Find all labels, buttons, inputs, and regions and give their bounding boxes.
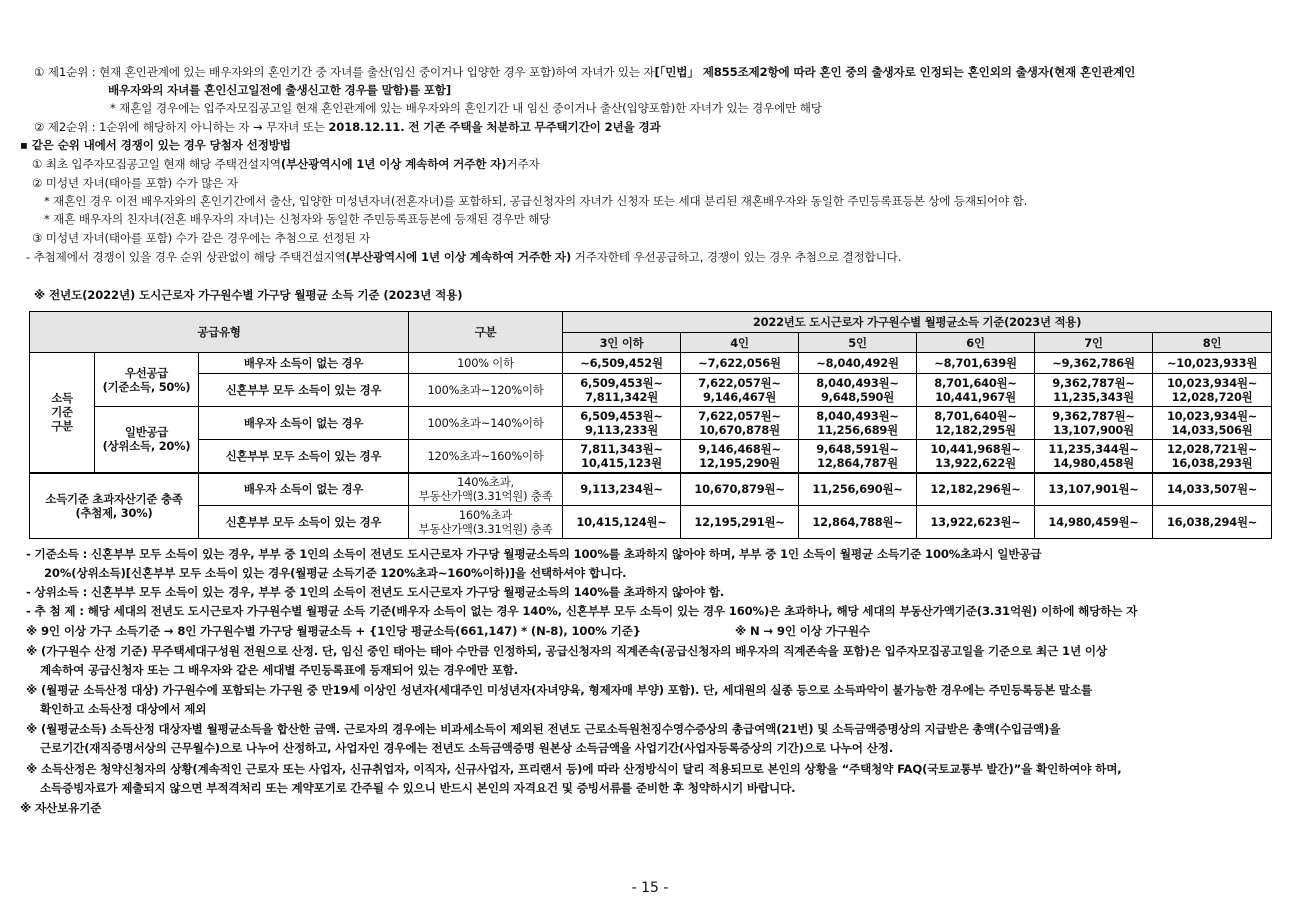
- value-cell: 14,033,507원~: [1153, 473, 1272, 506]
- category-cell: 100%초과~120%이하: [409, 374, 563, 407]
- selection-item-3: ③ 미성년 자녀(태아를 포함) 수가 같은 경우에는 추첨으로 선정된 자: [32, 231, 371, 245]
- header-col: 8인: [1153, 333, 1272, 353]
- value-cell: 12,028,721원~ 16,038,293원: [1153, 440, 1272, 473]
- value-cell: 8,701,640원~ 12,182,295원: [917, 407, 1035, 440]
- note-nine-plus: ※ 9인 이상 가구 소득기준 → 8인 가구원수별 가구당 월평균소득 + {1인당 평균소득(661,147) * (N-8), 100% 기준}: [26, 624, 641, 638]
- selection-item-2: ② 미성년 자녀(태아를 포함) 수가 많은 자: [32, 176, 238, 190]
- value-cell: 10,441,968원~ 13,922,622원: [917, 440, 1035, 473]
- value-cell: 12,195,291원~: [681, 506, 799, 539]
- value-cell: 6,509,453원~ 7,811,342원: [563, 374, 681, 407]
- note-lottery: - 추 첨 제 : 해당 세대의 전년도 도시근로자 가구원수별 월평균 소득 기준(배우자 소득이 없는 경우 140%, 신혼부부 모두 소득이 있는 경우 160%)은 초과하나, 해당 세대의 부동산가액기준(3.31억원) 이하에 해당하는 자: [26, 604, 1138, 618]
- header-col: 7인: [1035, 333, 1153, 353]
- general-supply-label: 일반공급 (상위소득, 20%): [95, 407, 199, 473]
- value-cell: 6,509,453원~ 9,113,233원: [563, 407, 681, 440]
- note-nine-plus-n: ※ N → 9인 이상 가구원수: [735, 624, 870, 638]
- value-cell: 7,622,057원~ 9,146,467원: [681, 374, 799, 407]
- value-cell: 11,235,344원~ 14,980,458원: [1035, 440, 1153, 473]
- value-cell: 11,256,690원~: [799, 473, 917, 506]
- note-household-count: ※ (가구원수 산정 기준) 무주택세대구성원 전원으로 산정. 단, 임신 중인 태아는 태아 수만큼 인정하되, 공급신청자의 직계존속(공급신청자의 배우자의 직계존속을 포함)은 입주자모집공고일을 기준으로 최근 1년 이상: [26, 644, 1107, 658]
- category-cell: 100%초과~140%이하: [409, 407, 563, 440]
- note-income-target: ※ (월평균 소득산정 대상) 가구원수에 포함되는 가구원 중 만19세 이상인 성년자(세대주인 미성년자(자녀양육, 형제자매 부양) 포함). 단, 세대원의 실종 등으로 소득파악이 불가능한 경우에는 주민등록등본 말소를: [26, 683, 1093, 697]
- note-household-count-cont: 계속하여 공급신청자 또는 그 배우자와 같은 세대별 주민등록표에 등재되어 있는 경우에만 포함.: [40, 663, 518, 677]
- lottery-note: - 추첨제에서 경쟁이 있을 경우 순위 상관없이 해당 주택건설지역(부산광역시에 1년 이상 계속하여 거주한 자) 거주자한테 우선공급하고, 경쟁이 있는 경우 추첨으로 결정합니다.: [26, 250, 902, 264]
- income-criteria-table: [29, 311, 1272, 539]
- header-category: 구분: [409, 312, 563, 353]
- value-cell: 12,864,788원~: [799, 506, 917, 539]
- value-cell: 10,023,934원~ 14,033,506원: [1153, 407, 1272, 440]
- category-cell: 160%초과 부동산가액(3.31억원) 충족: [409, 506, 563, 539]
- value-cell: 10,415,124원~: [563, 506, 681, 539]
- rank1-line-cont: 배우자와의 자녀를 혼인신고일전에 출생신고한 경우를 말함)를 포함]: [108, 83, 452, 97]
- value-cell: 13,107,901원~: [1035, 473, 1153, 506]
- value-cell: 9,362,787원~ 11,235,343원: [1035, 374, 1153, 407]
- dual-income-label: 신혼부부 모두 소득이 있는 경우: [199, 374, 409, 407]
- single-income-label: 배우자 소득이 없는 경우: [199, 473, 409, 506]
- note-monthly-income: ※ (월평균소득) 소득산정 대상자별 월평균소득을 합산한 금액. 근로자의 경우에는 비과세소득이 제외된 전년도 근로소득원천징수영수증상의 총급여액(21번) 및 소득금액증명상의 지급받은 총액(수입금액)을: [26, 722, 1061, 736]
- category-cell: 100% 이하: [409, 353, 563, 374]
- single-income-label: 배우자 소득이 없는 경우: [199, 353, 409, 374]
- value-cell: 8,701,640원~ 10,441,967원: [917, 374, 1035, 407]
- value-cell: 12,182,296원~: [917, 473, 1035, 506]
- value-cell: 9,648,591원~ 12,864,787원: [799, 440, 917, 473]
- dual-income-label: 신혼부부 모두 소득이 있는 경우: [199, 440, 409, 473]
- value-cell: 14,980,459원~: [1035, 506, 1153, 539]
- value-cell: 9,113,234원~: [563, 473, 681, 506]
- income-criteria-label: 소득 기준 구분: [30, 353, 95, 473]
- category-cell: 140%초과, 부동산가액(3.31억원) 충족: [409, 473, 563, 506]
- note-asset-criteria: ※ 자산보유기준: [20, 801, 102, 815]
- rank2-line: ② 제2순위 : 1순위에 해당하지 아니하는 자 → 무자녀 또는 2018.12.11. 전 기존 주택을 처분하고 무주택기간이 2년을 경과: [34, 120, 661, 134]
- priority-supply-label: 우선공급 (기준소득, 50%): [95, 353, 199, 407]
- remarriage-note: * 재혼일 경우에는 입주자모집공고일 현재 혼인관계에 있는 배우자와의 혼인기간 내 임신 중이거나 출산(입양포함)한 자녀가 있는 경우에만 해당: [110, 101, 822, 115]
- value-cell: 8,040,493원~ 11,256,689원: [799, 407, 917, 440]
- note-base-income-cont: 20%(상위소득)[신혼부부 모두 소득이 있는 경우(월평균 소득기준 120%초과~160%이하)]을 선택하셔야 합니다.: [44, 566, 627, 580]
- value-cell: ~7,622,056원: [681, 353, 799, 374]
- note-income-target-cont: 확인하고 소득산정 대상에서 제외: [40, 702, 207, 716]
- value-cell: 16,038,294원~: [1153, 506, 1272, 539]
- single-income-label: 배우자 소득이 없는 경우: [199, 407, 409, 440]
- value-cell: 7,811,343원~ 10,415,123원: [563, 440, 681, 473]
- table-title: ※ 전년도(2022년) 도시근로자 가구원수별 가구당 월평균 소득 기준 (2023년 적용): [34, 288, 463, 302]
- header-col: 3인 이하: [563, 333, 681, 353]
- note-income-calc-cont: 소득증빙자료가 제출되지 않으면 부적격처리 또는 계약포기로 간주될 수 있으니 반드시 본인의 자격요건 및 증빙서류를 준비한 후 청약하시기 바랍니다.: [40, 781, 796, 795]
- header-col: 6인: [917, 333, 1035, 353]
- value-cell: 8,040,493원~ 9,648,590원: [799, 374, 917, 407]
- category-cell: 120%초과~160%이하: [409, 440, 563, 473]
- value-cell: 10,023,934원~ 12,028,720원: [1153, 374, 1272, 407]
- header-col: 4인: [681, 333, 799, 353]
- selection-item-1: ① 최초 입주자모집공고일 현재 해당 주택건설지역(부산광역시에 1년 이상 계속하여 거주한 자)거주자: [32, 157, 540, 171]
- value-cell: 13,922,623원~: [917, 506, 1035, 539]
- selection-item-2-note-a: * 재혼인 경우 이전 배우자와의 혼인기간에서 출산, 입양한 미성년자녀(전혼자녀)를 포함하되, 공급신청자의 자녀가 신청자 또는 세대 분리된 재혼배우자와 동일한 주민등록표등본 상에 등재되어야 함.: [44, 194, 1028, 208]
- selection-item-2-note-b: * 재혼 배우자의 친자녀(전혼 배우자의 자녀)는 신청자와 동일한 주민등록표등본에 등재된 경우만 해당: [44, 212, 551, 226]
- note-monthly-income-cont: 근로기간(재직증명서상의 근무월수)으로 나누어 산정하고, 사업자인 경우에는 전년도 소득금액증명 원본상 소득금액을 사업기간(사업자등록증상의 기간)으로 나누어 산정.: [40, 741, 894, 755]
- value-cell: 10,670,879원~: [681, 473, 799, 506]
- note-upper-income: - 상위소득 : 신혼부부 모두 소득이 있는 경우, 부부 중 1인의 소득이 전년도 도시근로자 가구당 월평균소득의 140%를 초과하지 않아야 함.: [26, 585, 725, 599]
- value-cell: 9,146,468원~ 12,195,290원: [681, 440, 799, 473]
- value-cell: 7,622,057원~ 10,670,878원: [681, 407, 799, 440]
- rank1-line: ① 제1순위 : 현재 혼인관계에 있는 배우자와의 혼인기간 중 자녀를 출산(임신 중이거나 입양한 경우 포함)하여 자녀가 있는 자[「민법」 제855조제2항에 따라 혼인 중의 출생자로 인정되는 혼인외의 출생자(현재 혼인관계인: [34, 65, 1136, 79]
- lottery-label: 소득기준 초과자산기준 충족 (추첨제, 30%): [30, 473, 199, 539]
- section-title-selection: ▪ 같은 순위 내에서 경쟁이 있는 경우 당첨자 선정방법: [20, 138, 291, 152]
- value-cell: 9,362,787원~ 13,107,900원: [1035, 407, 1153, 440]
- note-base-income: - 기준소득 : 신혼부부 모두 소득이 있는 경우, 부부 중 1인의 소득이 전년도 도시근로자 가구당 월평균소득의 100%를 초과하지 않아야 하며, 부부 중 1인 소득이 월평균 소득기준 100%초과시 일반공급: [26, 547, 1042, 561]
- value-cell: ~9,362,786원: [1035, 353, 1153, 374]
- value-cell: ~6,509,452원: [563, 353, 681, 374]
- header-supply-type: 공급유형: [30, 312, 409, 353]
- header-col: 5인: [799, 333, 917, 353]
- value-cell: ~8,701,639원: [917, 353, 1035, 374]
- value-cell: ~8,040,492원: [799, 353, 917, 374]
- note-income-calc: ※ 소득산정은 청약신청자의 상황(계속적인 근로자 또는 사업자, 신규취업자, 이직자, 신규사업자, 프리랜서 등)에 따라 산정방식이 달리 적용되므로 본인의 상황을 “주택청약 FAQ(국토교통부 발간)”을 확인하여야 하며,: [26, 762, 1122, 776]
- dual-income-label: 신혼부부 모두 소득이 있는 경우: [199, 506, 409, 539]
- page-number: - 15 -: [631, 880, 669, 896]
- value-cell: ~10,023,933원: [1153, 353, 1272, 374]
- header-income-group: 2022년도 도시근로자 가구원수별 월평균소득 기준(2023년 적용): [563, 312, 1272, 333]
